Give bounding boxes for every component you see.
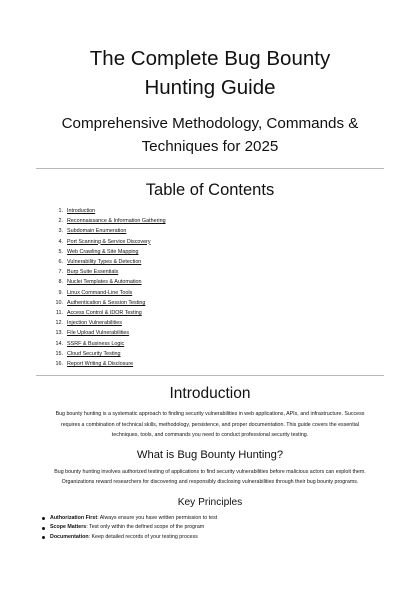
- toc-item: [52, 277, 384, 287]
- toc-heading: Table of Contents: [145, 181, 275, 199]
- key-principles-list: [36, 514, 384, 543]
- toc-link[interactable]: SSRF & Business Logic: [67, 340, 125, 347]
- toc-item: [52, 308, 384, 318]
- toc-item: [52, 267, 384, 277]
- document-title: [36, 0, 384, 102]
- what-is-line-2: Organizations reward researchers for discovering and responsibly disclosing vulnerabilities through their bug bounty programs.: [61, 479, 359, 486]
- toc-item: [52, 328, 384, 338]
- toc-item: [52, 247, 384, 257]
- subtitle-line-2: Techniques for 2025: [141, 138, 279, 155]
- toc-item-number: 6.: [58, 259, 63, 266]
- toc-item-number: 9.: [58, 289, 63, 296]
- toc-link[interactable]: Burp Suite Essentials: [67, 269, 119, 276]
- principle-text: [50, 533, 198, 543]
- toc-link[interactable]: Port Scanning & Service Discovery: [67, 238, 151, 245]
- toc-link[interactable]: File Upload Vulnerabilities: [67, 330, 130, 337]
- bullet-icon: [42, 517, 45, 520]
- toc-item-number: 5.: [58, 248, 63, 255]
- toc-item: [52, 339, 384, 349]
- toc-item: [52, 257, 384, 267]
- toc-item-number: 16.: [55, 361, 63, 368]
- toc-link[interactable]: Injection Vulnerabilities: [67, 320, 122, 327]
- what-is-line-1: Bug bounty hunting involves authorized testing of applications to find security vulnerabilities before malicious actors can exploit them.: [54, 469, 366, 476]
- principle-description: : Test only within the defined scope of the program: [86, 524, 205, 531]
- principle-text: [50, 523, 204, 533]
- toc-link[interactable]: Access Control & IDOR Testing: [67, 310, 142, 317]
- introduction-heading: Introduction: [169, 385, 251, 403]
- toc-list: [36, 206, 384, 369]
- toc-link[interactable]: Vulnerability Types & Detection: [67, 259, 142, 266]
- toc-link[interactable]: Cloud Security Testing: [67, 350, 121, 357]
- toc-link[interactable]: Reconnaissance & Information Gathering: [67, 218, 166, 225]
- toc-link[interactable]: Report Writing & Disclosure: [67, 361, 134, 368]
- key-principles-heading: Key Principles: [177, 496, 243, 508]
- intro-line-2: requires a combination of technical skills, methodology, persistence, and proper documentation. This guide covers the essential: [60, 421, 360, 428]
- introduction-paragraph: [36, 409, 384, 440]
- intro-line-1: Bug bounty hunting is a systematic approach to finding security vulnerabilities in web applications, APIs, and infrastructure. Success: [55, 411, 365, 418]
- toc-item: [52, 349, 384, 359]
- subtitle-line-1: Comprehensive Methodology, Commands &: [61, 115, 359, 132]
- toc-item-number: 12.: [55, 320, 63, 327]
- title-line-1: The Complete Bug Bounty: [89, 47, 331, 70]
- toc-item: [52, 298, 384, 308]
- toc-item: [52, 206, 384, 216]
- what-is-heading: What is Bug Bounty Hunting?: [136, 449, 284, 462]
- principle-term: Documentation: [50, 533, 89, 540]
- divider: [36, 375, 384, 376]
- principle-description: : Keep detailed records of your testing process: [88, 533, 198, 540]
- principle-item: [42, 514, 384, 524]
- intro-line-3: techniques, tools, and commands you need to conduct professional security testing.: [111, 431, 309, 438]
- principle-item: [42, 523, 384, 533]
- principle-term: Authorization First: [50, 514, 98, 521]
- principle-term: Scope Matters: [50, 524, 87, 531]
- bullet-icon: [42, 527, 45, 530]
- principle-text: [50, 514, 217, 524]
- toc-item-number: 1.: [58, 208, 63, 214]
- toc-item-number: 15.: [55, 350, 63, 357]
- what-is-paragraph: [36, 467, 384, 488]
- toc-item-number: 2.: [58, 218, 63, 225]
- toc-item: [52, 216, 384, 226]
- toc-link[interactable]: Authentication & Session Testing: [67, 299, 146, 306]
- toc-link[interactable]: Web Crawling & Site Mapping: [67, 248, 139, 255]
- toc-link[interactable]: Introduction: [67, 208, 96, 214]
- toc-item: [52, 359, 384, 369]
- toc-item-number: 11.: [55, 310, 63, 317]
- toc-item: [52, 318, 384, 328]
- toc-link[interactable]: Nuclei Templates & Automation: [67, 279, 142, 286]
- divider: [36, 168, 384, 169]
- toc-link[interactable]: Subdomain Enumeration: [67, 228, 127, 235]
- toc-item-number: 8.: [58, 279, 63, 286]
- toc-item-number: 13.: [55, 330, 63, 337]
- toc-item-number: 10.: [55, 299, 63, 306]
- toc-item: [52, 237, 384, 247]
- toc-item-number: 14.: [55, 340, 63, 347]
- document-subtitle: [36, 112, 384, 158]
- principle-description: : Always ensure you have written permission to test: [97, 514, 218, 521]
- title-line-2: Hunting Guide: [144, 76, 276, 99]
- principle-item: [42, 533, 384, 543]
- toc-item-number: 4.: [58, 238, 63, 245]
- toc-link[interactable]: Linux Command-Line Tools: [67, 289, 133, 296]
- toc-item-number: 3.: [58, 228, 63, 235]
- toc-item: [52, 288, 384, 298]
- toc-item-number: 7.: [58, 269, 63, 276]
- toc-item: [52, 226, 384, 236]
- bullet-icon: [42, 536, 45, 539]
